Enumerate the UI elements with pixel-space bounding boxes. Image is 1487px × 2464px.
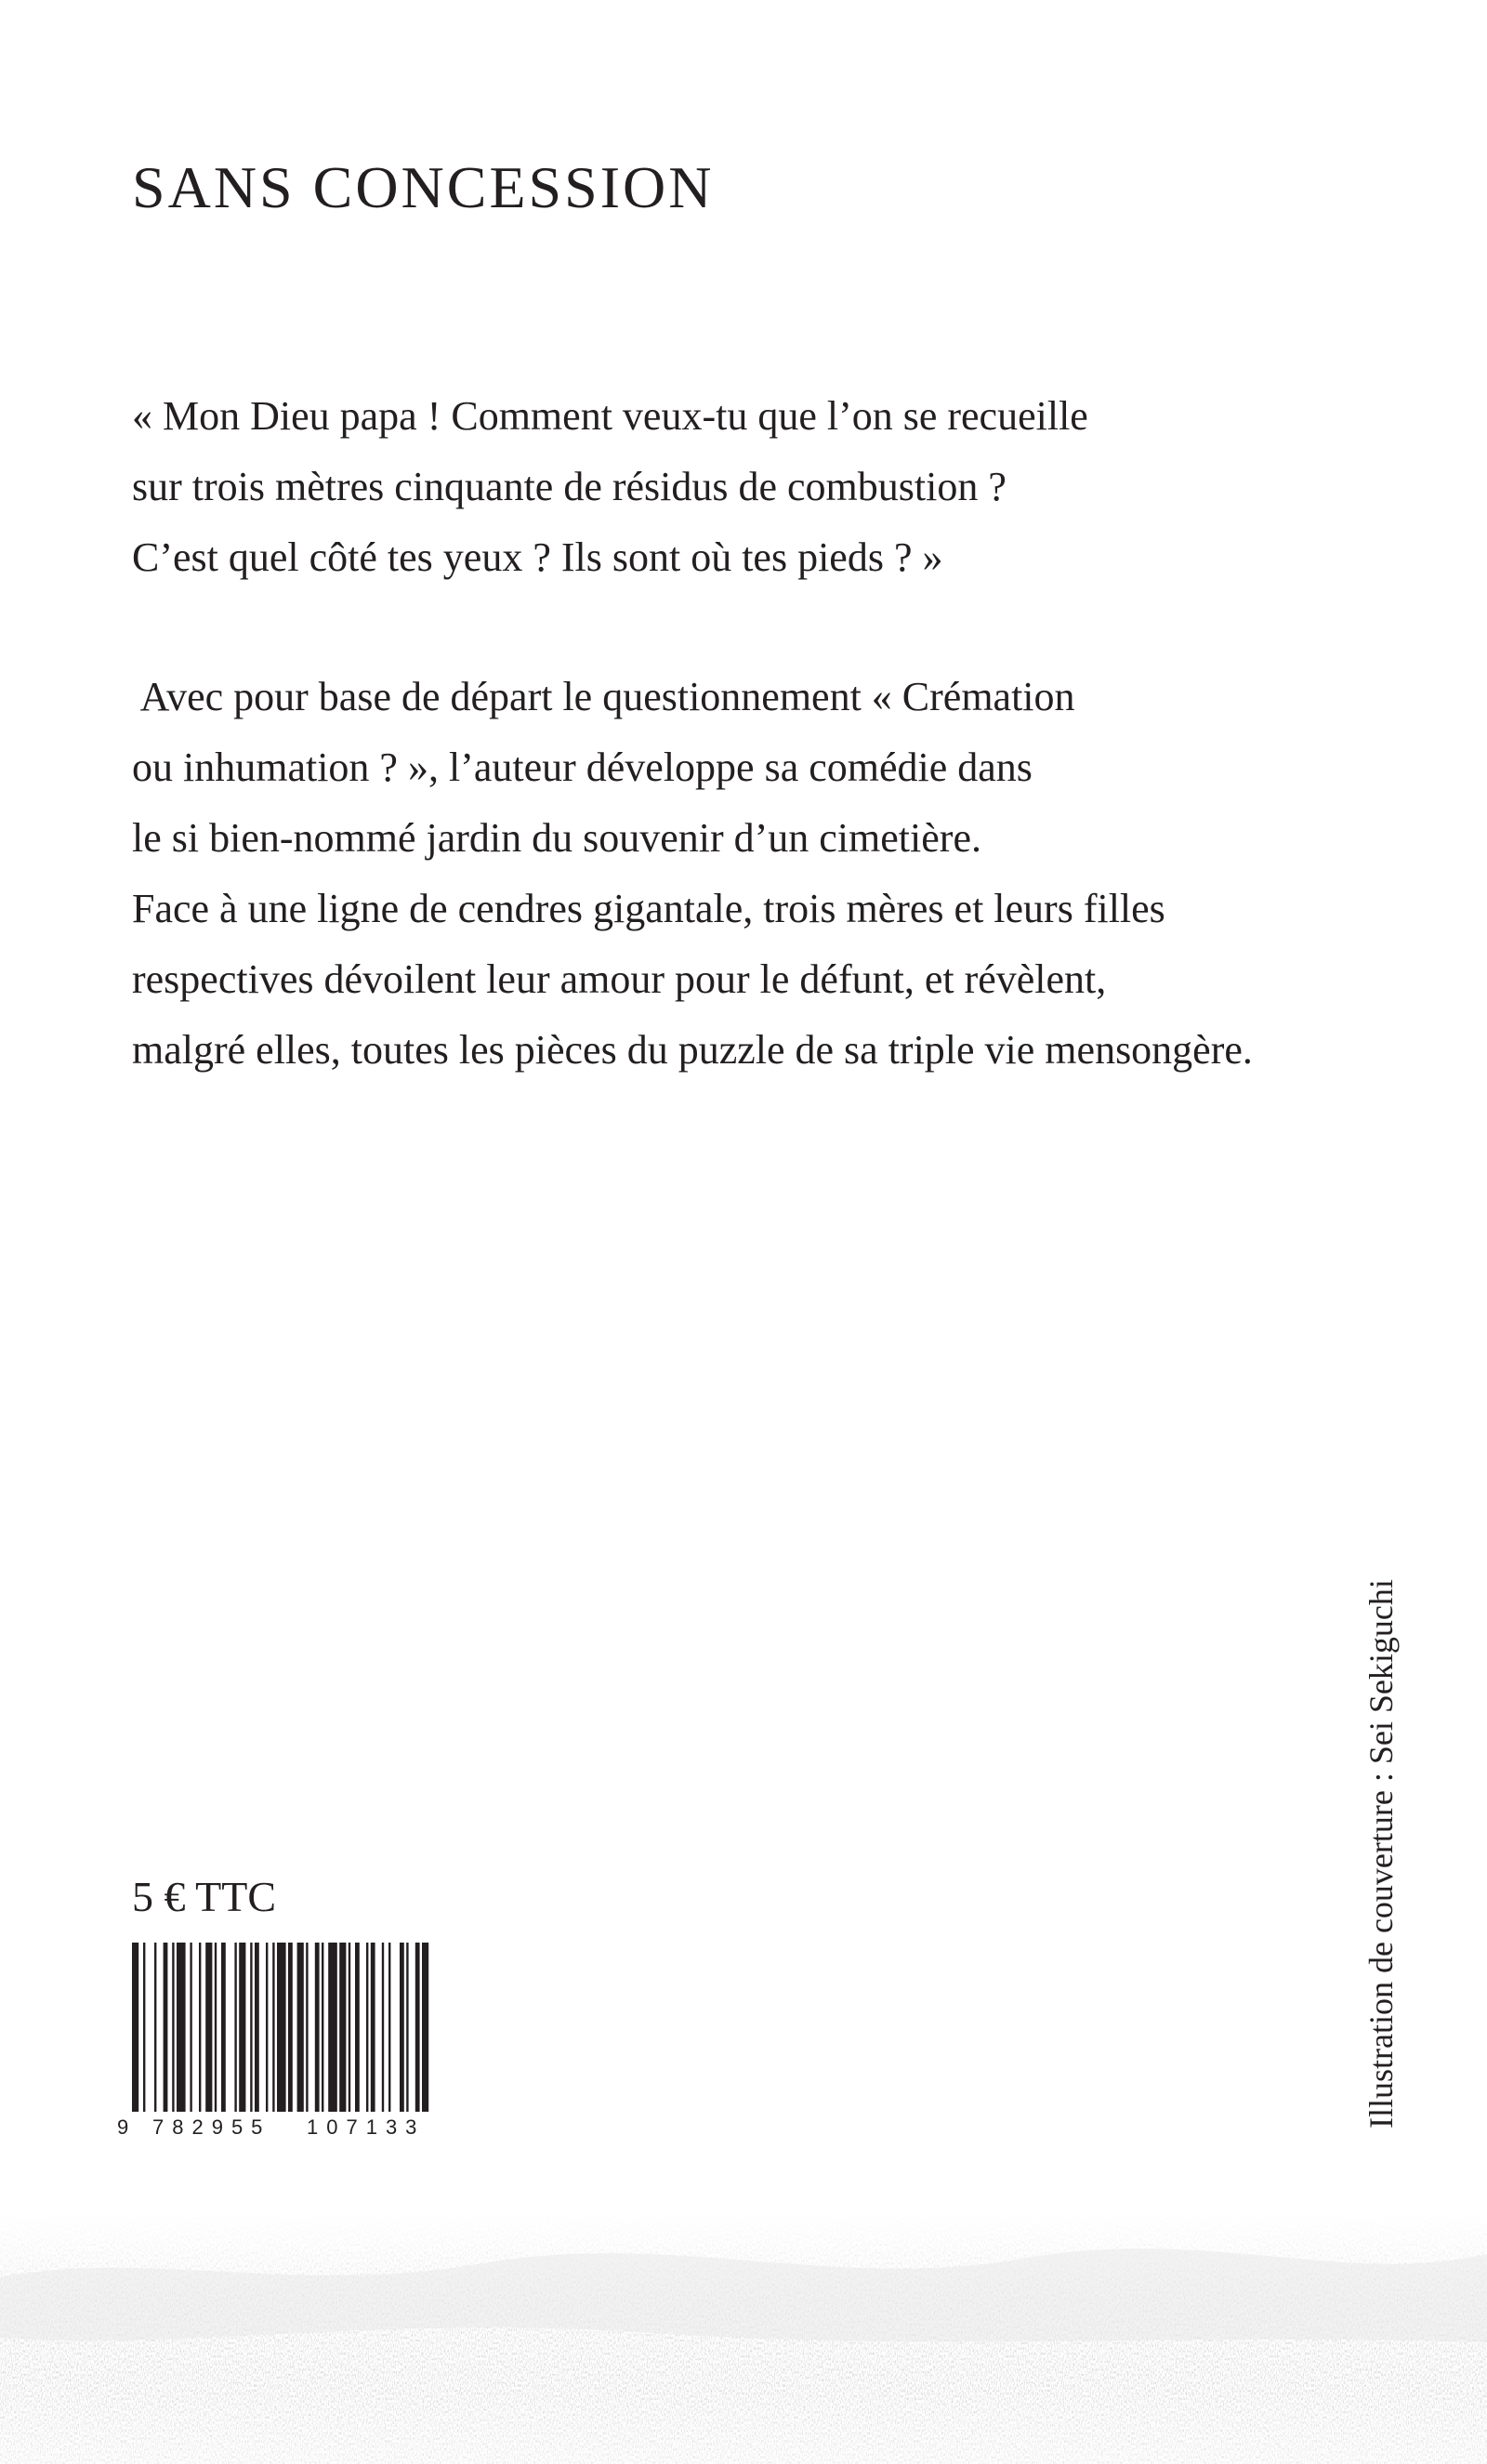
- barcode-bar: [297, 1943, 304, 2112]
- barcode-bar: [190, 1943, 191, 2112]
- synopsis-line: le si bien-nommé jardin du souvenir d’un cimetière.: [132, 815, 981, 861]
- barcode-bar: [322, 1943, 323, 2112]
- synopsis-line: ou inhumation ? », l’auteur développe sa comédie dans: [132, 744, 1033, 790]
- quote-line: C’est quel côté tes yeux ? Ils sont où tes pieds ? »: [132, 534, 943, 580]
- barcode-bar: [328, 1943, 337, 2112]
- barcode-bar: [199, 1943, 201, 2112]
- barcode-bar: [143, 1943, 145, 2112]
- synopsis-line: respectives dévoilent leur amour pour le défunt, et révèlent,: [132, 956, 1107, 1002]
- barcode-bar: [366, 1943, 368, 2112]
- barcode-bar: [315, 1943, 320, 2112]
- barcode-bar: [154, 1943, 156, 2112]
- barcode-bar: [266, 1943, 268, 2112]
- synopsis-line: Face à une ligne de cendres gigantale, trois mères et leurs filles: [132, 886, 1165, 931]
- price-label: 5 € TTC: [132, 1873, 277, 1920]
- barcode-bar: [371, 1943, 375, 2112]
- barcode-bar: [415, 1943, 420, 2112]
- barcode-bar: [234, 1943, 236, 2112]
- barcode-bar: [355, 1943, 360, 2112]
- barcode-bar: [239, 1943, 245, 2112]
- isbn-barcode: [110, 1943, 500, 2138]
- barcode-bar: [272, 1943, 274, 2112]
- barcode-bar: [382, 1943, 384, 2112]
- barcode-bar: [172, 1943, 174, 2112]
- book-title: SANS CONCESSION: [132, 154, 715, 220]
- ash-texture: [0, 2212, 1487, 2464]
- barcode-bars: [132, 1943, 428, 2112]
- barcode-bar: [339, 1943, 346, 2112]
- barcode-bar: [250, 1943, 252, 2112]
- synopsis-block: [132, 662, 1433, 1086]
- barcode-bar: [277, 1943, 286, 2112]
- barcode-bar: [306, 1943, 308, 2112]
- barcode-digit-prefix: 9: [117, 2115, 129, 2138]
- synopsis-line: Avec pour base de départ le questionnement « Crémation: [132, 674, 1075, 719]
- barcode-bar: [215, 1943, 217, 2112]
- cover-illustration-credit: Illustration de couverture : Sei Sekiguchi: [1362, 1579, 1400, 2128]
- barcode-digit-group-left: 782955: [152, 2115, 271, 2138]
- quote-line: « Mon Dieu papa ! Comment veux-tu que l’on se recueille: [132, 393, 1088, 439]
- barcode-bar: [422, 1943, 428, 2112]
- quote-line: sur trois mètres cinquante de résidus de combustion ?: [132, 464, 1007, 509]
- barcode-bar: [288, 1943, 293, 2112]
- quote-block: [132, 381, 1415, 593]
- barcode-digit-group-right: 107133: [307, 2115, 426, 2138]
- barcode-bar: [406, 1943, 408, 2112]
- barcode-bar: [349, 1943, 350, 2112]
- barcode-bar: [388, 1943, 390, 2112]
- barcode-bar: [255, 1943, 259, 2112]
- barcode-bar: [177, 1943, 186, 2112]
- synopsis-line: malgré elles, toutes les pièces du puzzle de sa triple vie mensongère.: [132, 1027, 1253, 1073]
- barcode-bar: [164, 1943, 168, 2112]
- barcode-bar: [132, 1943, 138, 2112]
- barcode-bar: [221, 1943, 226, 2112]
- barcode-bar: [400, 1943, 404, 2112]
- barcode-bar: [205, 1943, 212, 2112]
